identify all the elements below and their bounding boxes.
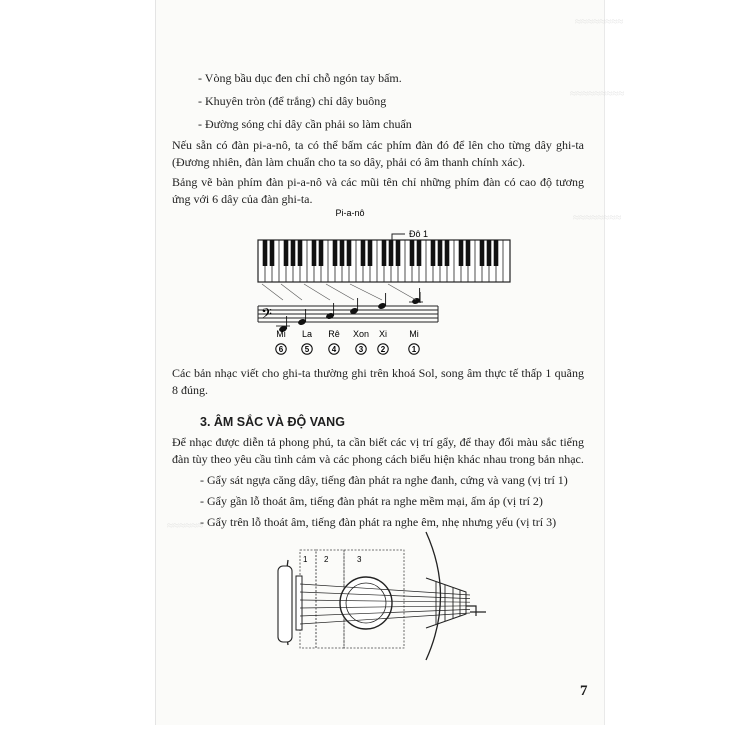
bullet-item: - Khuyên tròn (để trắng) chỉ dây buông (198, 94, 387, 108)
note-name-label: Mi (409, 329, 419, 339)
string-number-label: 5 (304, 345, 310, 355)
guitar-tailpiece (278, 566, 292, 642)
position-label: 3 (357, 555, 362, 564)
string-number-label: 2 (380, 345, 386, 355)
position-label: 2 (324, 555, 329, 564)
note-name-label: Rê (328, 329, 340, 339)
bleed-through-text: ≈≈≈≈≈≈≈≈ (575, 16, 624, 28)
bleed-through-text: ≈≈≈≈≈≈≈≈≈ (570, 88, 625, 100)
paragraph: Các bản nhạc viết cho ghi-ta thường ghi trên khoá Sol, song âm thực tế thấp 1 quãng 8 đúng. (172, 366, 584, 397)
note-name-label: Xi (378, 329, 388, 339)
bullet-item: - Gẩy sát ngựa căng dây, tiếng đàn phát ra nghe đanh, cứng và vang (vị trí 1) (200, 473, 568, 487)
paragraph: Nếu sẵn có đàn pi-a-nô, ta có thể bấm các phím đàn đó để lên cho từng dây ghi-ta (Đương nhiên, đàn làm chuẩn cho ta so dây, phải có âm thanh chính xác). (172, 138, 584, 169)
paragraph: Để nhạc được diễn tả phong phú, ta cần biết các vị trí gẩy, để thay đổi màu sắc tiếng đàn tùy theo yêu cầu tình cảm và các phong cách biểu hiện khác nhau trong bản nhạc. (172, 435, 584, 466)
section-heading: 3. ÂM SẮC VÀ ĐỘ VANG (200, 415, 345, 429)
bullet-item: - Gẩy trên lỗ thoát âm, tiếng đàn phát ra nghe êm, nhẹ nhưng yếu (vị trí 3) (200, 515, 557, 529)
bass-clef-icon: 𝄢 (261, 306, 272, 325)
bullet-item: - Gẩy gần lỗ thoát âm, tiếng đàn phát ra nghe mềm mại, ấm áp (vị trí 2) (200, 494, 543, 508)
frets (436, 582, 460, 625)
headstock-stub (466, 606, 486, 616)
note-name-label: Mi (276, 329, 286, 339)
bleed-through-text: ≈≈≈≈≈≈≈≈ (573, 212, 622, 224)
note-name-label: La (301, 329, 313, 339)
page-number: 7 (580, 683, 588, 699)
piano-title: Pi-a-nô (335, 208, 365, 218)
do-label: Đô 1 (409, 229, 429, 239)
bleed-through-text: ≈≈≈≈≈≈ (167, 520, 204, 532)
position-label: 1 (303, 555, 308, 564)
string-number-label: 6 (278, 345, 284, 355)
guitar-body-outline (426, 532, 441, 660)
note-name-label: Xon (352, 329, 370, 339)
string-number-label: 1 (411, 345, 417, 355)
string-number-label: 4 (331, 345, 337, 355)
string-number-label: 3 (358, 345, 364, 355)
bullet-item: - Đường sóng chỉ dây cần phải so làm chuẩn (198, 117, 412, 131)
bullet-item: - Vòng bầu dục đen chỉ chỗ ngón tay bấm. (198, 71, 402, 85)
paragraph: Bảng vẽ bàn phím đàn pi-a-nô và các mũi tên chỉ những phím đàn có cao độ tương ứng với 6 dây của đàn ghi-ta. (172, 175, 584, 206)
